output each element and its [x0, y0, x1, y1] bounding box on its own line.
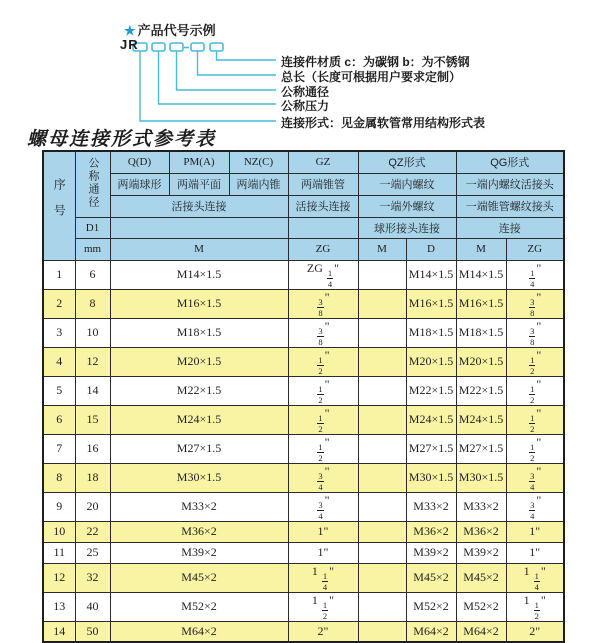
cell-gz-zg: $\frac{3}{4}$ " [288, 463, 358, 492]
cell-qg-zg: $\frac{3}{8}$ " [506, 318, 564, 347]
table-row [43, 376, 564, 405]
cell-qz-m [358, 289, 406, 318]
table-row [43, 260, 564, 289]
cell-qz-m [358, 347, 406, 376]
cell-dn: 50 [75, 621, 110, 642]
header-qg-desc1: 一端内螺纹活接头 [456, 173, 564, 195]
cell-m: M45×2 [110, 563, 288, 592]
cell-qz-d: M24×1.5 [406, 405, 456, 434]
cell-qz-d: M45×2 [406, 563, 456, 592]
cell-qg-m: M64×2 [456, 621, 506, 642]
table-row [43, 563, 564, 592]
cell-qg-m: M20×1.5 [456, 347, 506, 376]
header-d1: D1 [75, 217, 110, 238]
cell-no: 6 [43, 405, 75, 434]
header-q: Q(D) [110, 151, 169, 173]
cell-qz-m [358, 434, 406, 463]
diagram-label-diameter: 公称通径 [281, 85, 330, 99]
header-qg-desc2: 一端锥管螺纹接头 [456, 195, 564, 217]
header-qz-m: M [358, 238, 406, 260]
leader-line [217, 51, 277, 60]
cell-qz-m [358, 405, 406, 434]
cell-qg-m: M27×1.5 [456, 434, 506, 463]
cell-qz-m [358, 463, 406, 492]
cell-qg-m: M45×2 [456, 563, 506, 592]
cell-dn: 10 [75, 318, 110, 347]
cell-qz-m [358, 621, 406, 642]
cell-no: 4 [43, 347, 75, 376]
cell-m: M30×1.5 [110, 463, 288, 492]
cell-qg-zg: $\frac{1}{2}$ " [506, 405, 564, 434]
cell-dn: 16 [75, 434, 110, 463]
cell-dn: 18 [75, 463, 110, 492]
cell-qz-m [358, 521, 406, 542]
cell-qg-m: M18×1.5 [456, 318, 506, 347]
diagram-label-connection: 连接形式：见金属软管常用结构形式表 [281, 116, 486, 130]
table-row [43, 592, 564, 621]
cell-qg-zg: $\frac{1}{2}$ " [506, 434, 564, 463]
cell-qz-m [358, 542, 406, 563]
diagram-heading-text: 产品代号示例 [137, 23, 216, 38]
cell-qz-m [358, 376, 406, 405]
cell-dn: 22 [75, 521, 110, 542]
leader-line [140, 51, 276, 121]
cell-qg-m: M30×1.5 [456, 463, 506, 492]
table-header [43, 151, 564, 260]
cell-no: 1 [43, 260, 75, 289]
star-icon: ★ [124, 23, 136, 38]
cell-m: M64×2 [110, 621, 288, 642]
cell-gz-zg: 1" [288, 542, 358, 563]
code-box [210, 43, 223, 51]
table-row [43, 521, 564, 542]
header-dn: 公称通径 [75, 151, 110, 217]
cell-gz-zg: $\frac{1}{2}$ " [288, 347, 358, 376]
cell-no: 10 [43, 521, 75, 542]
diagram-label-material: 连接件材质 c：为碳钢 b：为不锈钢 [281, 55, 470, 69]
cell-gz-zg: $\frac{3}{4}$ " [288, 492, 358, 521]
cell-no: 3 [43, 318, 75, 347]
table-title: 螺母连接形式参考表 [27, 128, 217, 150]
cell-qg-zg: $\frac{3}{8}$ " [506, 289, 564, 318]
table-row [43, 318, 564, 347]
cell-no: 14 [43, 621, 75, 642]
header-qg-zg: ZG [506, 238, 564, 260]
cell-qz-d: M33×2 [406, 492, 456, 521]
cell-gz-zg: $\frac{1}{2}$ " [288, 405, 358, 434]
cell-dn: 14 [75, 376, 110, 405]
cell-qg-zg: 2" [506, 621, 564, 642]
cell-gz-zg: 1 $\frac{1}{4}$ " [288, 563, 358, 592]
cell-m: M33×2 [110, 492, 288, 521]
cell-qg-m: M33×2 [456, 492, 506, 521]
cell-gz-zg: 1 $\frac{1}{2}$ " [288, 592, 358, 621]
cell-m: M16×1.5 [110, 289, 288, 318]
cell-no: 2 [43, 289, 75, 318]
header-qz-desc1: 一端内螺纹 [358, 173, 456, 195]
cell-qg-zg: 1 $\frac{1}{4}$ " [506, 563, 564, 592]
cell-m: M27×1.5 [110, 434, 288, 463]
cell-gz-zg: $\frac{1}{2}$ " [288, 434, 358, 463]
cell-no: 11 [43, 542, 75, 563]
cell-qz-d: M39×2 [406, 542, 456, 563]
header-qz-d: D [406, 238, 456, 260]
cell-dn: 32 [75, 563, 110, 592]
header-qg-m: M [456, 238, 506, 260]
table-row [43, 463, 564, 492]
cell-qz-d: M52×2 [406, 592, 456, 621]
cell-dn: 20 [75, 492, 110, 521]
cell-qg-m: M14×1.5 [456, 260, 506, 289]
header-pm: PM(A) [169, 151, 229, 173]
header-qg: QG形式 [456, 151, 564, 173]
cell-m: M22×1.5 [110, 376, 288, 405]
cell-qz-m [358, 563, 406, 592]
cell-qz-d: M64×2 [406, 621, 456, 642]
cell-m: M20×1.5 [110, 347, 288, 376]
cell-qz-d: M18×1.5 [406, 318, 456, 347]
table-row [43, 405, 564, 434]
table-row [43, 492, 564, 521]
cell-no: 7 [43, 434, 75, 463]
cell-qg-zg: $\frac{3}{4}$ " [506, 492, 564, 521]
header-gz: GZ [288, 151, 358, 173]
cell-qg-zg: $\frac{1}{4}$ " [506, 260, 564, 289]
header-gz-desc: 两端锥管 [288, 173, 358, 195]
nut-connection-table [42, 150, 565, 643]
table-body [43, 260, 564, 642]
table-row [43, 434, 564, 463]
cell-qg-zg: $\frac{3}{4}$ " [506, 463, 564, 492]
cell-gz-zg: 2" [288, 621, 358, 642]
cell-m: M52×2 [110, 592, 288, 621]
cell-dn: 40 [75, 592, 110, 621]
cell-gz-zg: $\frac{3}{8}$ " [288, 318, 358, 347]
header-q-desc: 两端球形 [110, 173, 169, 195]
cell-m: M36×2 [110, 521, 288, 542]
cell-gz-zg: $\frac{1}{2}$ " [288, 376, 358, 405]
cell-qz-d: M20×1.5 [406, 347, 456, 376]
cell-qg-m: M36×2 [456, 521, 506, 542]
cell-qg-m: M52×2 [456, 592, 506, 621]
leader-line [177, 51, 277, 90]
cell-no: 5 [43, 376, 75, 405]
cell-m: M24×1.5 [110, 405, 288, 434]
header-empty-gz [288, 217, 358, 238]
cell-qg-zg: 1" [506, 521, 564, 542]
cell-no: 12 [43, 563, 75, 592]
cell-dn: 6 [75, 260, 110, 289]
header-empty-qpmnz [110, 217, 288, 238]
cell-qz-m [358, 492, 406, 521]
cell-qg-m: M24×1.5 [456, 405, 506, 434]
header-union-conn: 活接头连接 [110, 195, 288, 217]
cell-gz-zg: ZG $\frac{1}{4}$ " [288, 260, 358, 289]
diagram-label-pressure: 公称压力 [281, 99, 330, 113]
table-row [43, 542, 564, 563]
header-pm-desc: 两端平面 [169, 173, 229, 195]
cell-qg-zg: 1" [506, 542, 564, 563]
cell-qz-d: M16×1.5 [406, 289, 456, 318]
cell-qz-d: M22×1.5 [406, 376, 456, 405]
cell-no: 8 [43, 463, 75, 492]
table-row [43, 347, 564, 376]
cell-qz-m [358, 260, 406, 289]
header-zg: ZG [288, 238, 358, 260]
diagram-label-length: 总长（长度可根据用户要求定制） [281, 70, 462, 84]
table-row [43, 621, 564, 642]
table-row [43, 289, 564, 318]
header-qg-conn2: 连接 [456, 217, 564, 238]
cell-no: 9 [43, 492, 75, 521]
header-qz: QZ形式 [358, 151, 456, 173]
code-box [191, 43, 204, 51]
cell-qg-zg: $\frac{1}{2}$ " [506, 347, 564, 376]
cell-qz-d: M27×1.5 [406, 434, 456, 463]
cell-dn: 25 [75, 542, 110, 563]
header-qz-desc2: 一端外螺纹 [358, 195, 456, 217]
cell-qg-m: M16×1.5 [456, 289, 506, 318]
header-m: M [110, 238, 288, 260]
cell-qz-m [358, 318, 406, 347]
leader-line [198, 51, 277, 75]
cell-gz-zg: $\frac{3}{8}$ " [288, 289, 358, 318]
code-prefix: JR [120, 37, 139, 52]
code-box [152, 43, 165, 51]
cell-m: M18×1.5 [110, 318, 288, 347]
cell-no: 13 [43, 592, 75, 621]
header-nz-desc: 两端内锥 [229, 173, 288, 195]
header-nz: NZ(C) [229, 151, 288, 173]
cell-qg-zg: 1 $\frac{1}{2}$ " [506, 592, 564, 621]
header-gz-conn: 活接头连接 [288, 195, 358, 217]
cell-m: M14×1.5 [110, 260, 288, 289]
cell-qg-zg: $\frac{1}{2}$ " [506, 376, 564, 405]
header-mm: mm [75, 238, 110, 260]
cell-gz-zg: 1" [288, 521, 358, 542]
cell-dn: 12 [75, 347, 110, 376]
cell-qg-m: M39×2 [456, 542, 506, 563]
header-seq: 序号 [43, 151, 75, 260]
cell-qz-d: M14×1.5 [406, 260, 456, 289]
code-box [170, 43, 183, 51]
cell-qz-d: M30×1.5 [406, 463, 456, 492]
header-qz-conn2: 球形接头连接 [358, 217, 456, 238]
cell-qz-d: M36×2 [406, 521, 456, 542]
cell-dn: 8 [75, 289, 110, 318]
cell-dn: 15 [75, 405, 110, 434]
cell-qz-m [358, 592, 406, 621]
cell-qg-m: M22×1.5 [456, 376, 506, 405]
cell-m: M39×2 [110, 542, 288, 563]
